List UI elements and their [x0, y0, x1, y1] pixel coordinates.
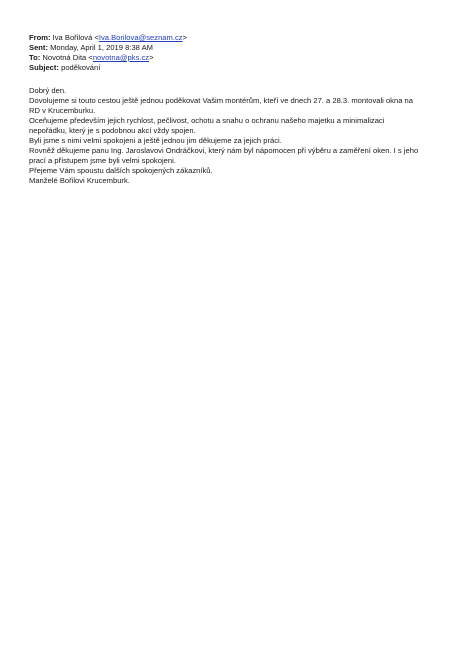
body-line: prací a přístupem jsme byli velmi spokojeni.: [29, 156, 176, 165]
email-body: [29, 86, 439, 186]
body-line: Dovolujeme si touto cestou ještě jednou poděkovat Vašim montérům, kteří ve dnech 27. a 28.3. montovali okna na: [29, 96, 413, 105]
email-header: [29, 33, 439, 73]
body-line: Rovněž děkujeme panu Ing. Jaroslavovi Ondráčkovi, který nám byl nápomocen při výběru a zaměření oken. I s jeho: [29, 146, 419, 155]
subject-label: Subject:: [29, 63, 59, 72]
body-line: RD v Krucemburku.: [29, 106, 96, 115]
to-line: To: Novotná Dita <novotna@pks.cz>: [29, 53, 154, 62]
subject-line: [29, 63, 439, 73]
sent-label: Sent:: [29, 43, 48, 52]
from-email-link[interactable]: Iva.Borilova@seznam.cz: [98, 33, 183, 42]
from-line: From: Iva Bořilová <Iva.Borilova@seznam.cz>: [29, 33, 187, 42]
sent-line: [29, 43, 439, 53]
body-line: Byli jsme s nimi velmi spokojeni a ještě jednou jim děkujeme za jejich práci.: [29, 136, 282, 145]
from-name: Iva Bořilová: [52, 33, 93, 42]
subject-value: poděkování: [61, 63, 101, 72]
body-line-greeting: Dobrý den.: [29, 86, 67, 95]
sent-value: Monday, April 1, 2019 8:38 AM: [50, 43, 153, 52]
from-label: From:: [29, 33, 51, 42]
to-name: Novotná Dita: [42, 53, 87, 62]
body-line-signature: Manželé Bořilovi Krucemburk.: [29, 176, 130, 185]
to-email-link[interactable]: novotna@pks.cz: [92, 53, 150, 62]
body-line: nepořádku, který je s podobnou akcí vždy spojen.: [29, 126, 196, 135]
body-line: Oceňujeme především jejich rychlost, pečlivost, ochotu a snahu o ochranu našeho majetku a minimalizaci: [29, 116, 385, 125]
to-label: To:: [29, 53, 41, 62]
body-line: Přejeme Vám spoustu dalších spokojených zákazníků.: [29, 166, 213, 175]
